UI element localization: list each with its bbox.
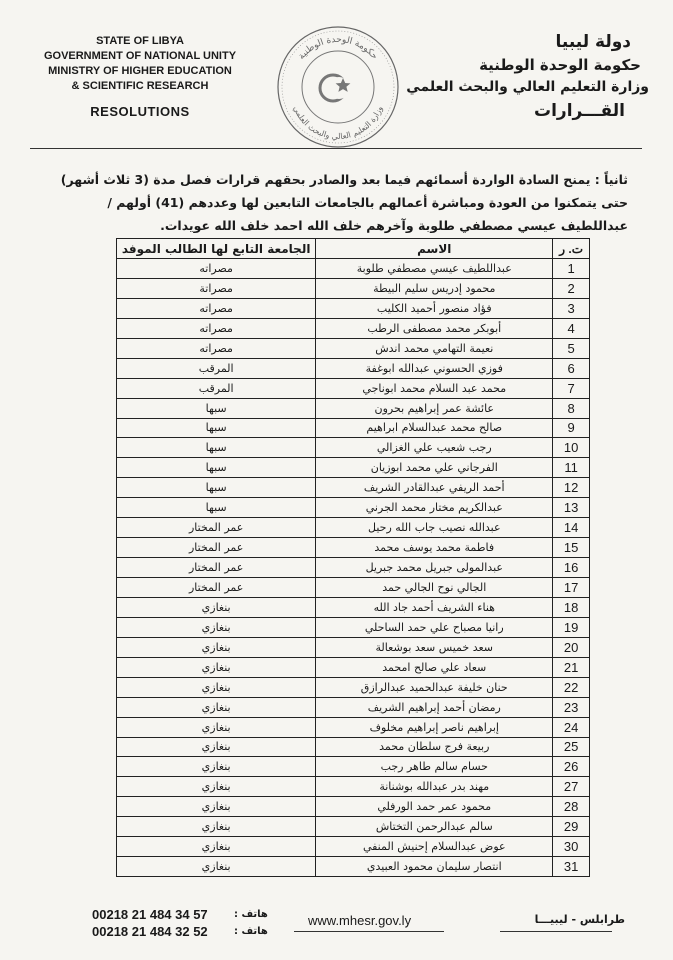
row-university: بنغازي (117, 817, 316, 837)
en-ministry-2: & SCIENTIFIC RESEARCH (71, 80, 209, 92)
row-number: 10 (553, 438, 590, 458)
ar-state: دولة ليبيا (555, 32, 631, 52)
row-name: صالح محمد عبدالسلام ابراهيم (316, 418, 553, 438)
row-name: حنان خليفة عبدالحميد عبدالرازق (316, 677, 553, 697)
table-row (117, 338, 590, 358)
footer-city: طرابلس - ليبيـــا (534, 913, 625, 926)
row-name: فاطمة محمد يوسف محمد (316, 538, 553, 558)
row-number: 20 (553, 637, 590, 657)
row-name: هناء الشريف أحمد جاد الله (316, 597, 553, 617)
table-row (117, 398, 590, 418)
en-government: GOVERNMENT OF NATIONAL UNITY (43, 50, 237, 62)
row-number: 2 (553, 278, 590, 298)
row-name: عائشة عمر إبراهيم بحرون (316, 398, 553, 418)
row-university: بنغازي (117, 597, 316, 617)
table-row (117, 438, 590, 458)
row-name: عبدالكريم مختار محمد الجرني (316, 498, 553, 518)
row-name: فؤاد منصور أحميد الكليب (316, 298, 553, 318)
table-row (117, 418, 590, 438)
row-university: سبها (117, 398, 316, 418)
row-number: 21 (553, 657, 590, 677)
row-name: عبدالمولى جبريل محمد جبريل (316, 558, 553, 578)
row-name: أبوبكر محمد مصطفى الرطب (316, 318, 553, 338)
header-arabic (406, 30, 649, 124)
table-row (117, 558, 590, 578)
row-number: 5 (553, 338, 590, 358)
row-name: محمود إدريس سليم البيطة (316, 278, 553, 298)
table-row (117, 259, 590, 279)
table-row (117, 458, 590, 478)
row-name: إبراهيم ناصر إبراهيم مخلوف (316, 717, 553, 737)
row-number: 30 (553, 837, 590, 857)
header-divider (30, 148, 642, 149)
row-name: عبداللطيف عيسي مصطفي طلوبة (316, 259, 553, 279)
header-english (40, 34, 240, 119)
row-number: 3 (553, 298, 590, 318)
row-number: 26 (553, 757, 590, 777)
ar-ministry: وزارة التعليم العالي والبحث العلمي (406, 79, 649, 95)
col-header-university: الجامعة التابع لها الطالب الموفد (117, 239, 316, 259)
row-number: 29 (553, 817, 590, 837)
row-university: مصراته (117, 318, 316, 338)
table-row (117, 358, 590, 378)
table-row (117, 717, 590, 737)
phone-label-1: هاتف : (234, 909, 268, 920)
table-row (117, 737, 590, 757)
row-university: بنغازي (117, 757, 316, 777)
en-resolutions: RESOLUTIONS (90, 104, 190, 119)
seal-text-top: حكومة الوحدة الوطنية (296, 34, 380, 62)
row-university: مصراته (117, 259, 316, 279)
row-university: عمر المختار (117, 578, 316, 598)
row-name: نعيمة التهامي محمد اندش (316, 338, 553, 358)
row-name: الفرجاني علي محمد ابوزيان (316, 458, 553, 478)
row-name: عوض عبدالسلام إحنيش المنفي (316, 837, 553, 857)
row-university: سبها (117, 478, 316, 498)
table-row (117, 478, 590, 498)
seal-text-bottom: وزارة التعليم العالي والبحث العلمي (291, 104, 385, 142)
row-university: بنغازي (117, 657, 316, 677)
row-university: مصراته (117, 338, 316, 358)
table-row (117, 518, 590, 538)
col-header-num: ت. ر (553, 239, 590, 259)
ar-government: حكومة الوحدة الوطنية (479, 56, 641, 74)
row-number: 24 (553, 717, 590, 737)
row-number: 25 (553, 737, 590, 757)
table-row (117, 777, 590, 797)
row-university: بنغازي (117, 857, 316, 877)
row-name: رمضان أحمد إبراهيم الشريف (316, 697, 553, 717)
table-row (117, 857, 590, 877)
table-row (117, 697, 590, 717)
footer-phone-labels (234, 906, 268, 940)
table-row (117, 278, 590, 298)
table-row (117, 757, 590, 777)
table-row (117, 677, 590, 697)
row-number: 12 (553, 478, 590, 498)
row-number: 4 (553, 318, 590, 338)
row-university: بنغازي (117, 717, 316, 737)
row-university: عمر المختار (117, 558, 316, 578)
row-university: عمر المختار (117, 518, 316, 538)
row-number: 14 (553, 518, 590, 538)
col-header-name: الاسم (316, 239, 553, 259)
footer-underline (294, 931, 444, 932)
footer-website[interactable]: www.mhesr.gov.ly (308, 913, 412, 928)
row-university: بنغازي (117, 797, 316, 817)
row-number: 6 (553, 358, 590, 378)
row-university: سبها (117, 498, 316, 518)
row-number: 22 (553, 677, 590, 697)
row-university: عمر المختار (117, 538, 316, 558)
table-row (117, 538, 590, 558)
row-number: 23 (553, 697, 590, 717)
row-university: بنغازي (117, 837, 316, 857)
row-number: 16 (553, 558, 590, 578)
en-state: STATE OF LIBYA (96, 35, 184, 47)
row-university: المرقب (117, 358, 316, 378)
row-name: انتصار سليمان محمود العبيدي (316, 857, 553, 877)
phone-1: 00218 21 484 34 57 (92, 907, 208, 922)
table-row (117, 318, 590, 338)
table-body (117, 259, 590, 877)
row-number: 8 (553, 398, 590, 418)
row-number: 17 (553, 578, 590, 598)
row-name: رانيا مصباح علي حمد الساحلي (316, 617, 553, 637)
row-university: سبها (117, 418, 316, 438)
table-row (117, 498, 590, 518)
table-row (117, 817, 590, 837)
row-university: سبها (117, 438, 316, 458)
row-name: عبدالله نصيب جاب الله رحيل (316, 518, 553, 538)
row-university: بنغازي (117, 737, 316, 757)
row-name: حسام سالم طاهر رجب (316, 757, 553, 777)
footer-phones (92, 906, 208, 940)
row-number: 11 (553, 458, 590, 478)
row-name: محمود عمر حمد الورفلي (316, 797, 553, 817)
row-name: رجب شعيب علي الغزالي (316, 438, 553, 458)
phone-2: 00218 21 484 32 52 (92, 924, 208, 939)
row-name: فوزي الحسوني عبدالله ابوغفة (316, 358, 553, 378)
row-university: بنغازي (117, 637, 316, 657)
row-university: مصراته (117, 298, 316, 318)
footer-underline-2 (500, 931, 612, 932)
row-university: سبها (117, 458, 316, 478)
table-row (117, 298, 590, 318)
table-row (117, 637, 590, 657)
row-number: 31 (553, 857, 590, 877)
ministry-seal-icon (273, 22, 403, 152)
svg-text:حكومة الوحدة الوطنية (297, 35, 380, 62)
row-university: مصراتة (117, 278, 316, 298)
row-number: 18 (553, 597, 590, 617)
table-row (117, 597, 590, 617)
row-number: 27 (553, 777, 590, 797)
en-ministry: MINISTRY OF HIGHER EDUCATION (48, 65, 232, 77)
row-name: الجالي نوح الجالي حمد (316, 578, 553, 598)
row-name: سعاد علي صالح امحمد (316, 657, 553, 677)
table-row (117, 617, 590, 637)
row-name: أحمد الريفي عبدالقادر الشريف (316, 478, 553, 498)
table-row (117, 378, 590, 398)
table-header-row (117, 239, 590, 259)
row-number: 28 (553, 797, 590, 817)
row-name: سعد خميس سعد بوشعالة (316, 637, 553, 657)
phone-label-2: هاتف : (234, 926, 268, 937)
ar-resolutions: القـــرارات (534, 101, 625, 121)
students-table (116, 238, 590, 877)
row-number: 9 (553, 418, 590, 438)
row-number: 15 (553, 538, 590, 558)
table-row (117, 797, 590, 817)
row-university: المرقب (117, 378, 316, 398)
row-name: محمد عبد السلام محمد ابوناجي (316, 378, 553, 398)
resolution-paragraph: ثانياً : يمنح السادة الواردة أسمائهم فيما بعد والصادر بحقهم قرارات فصل مدة (3 ثلاث أشهر) حتى يتمكنوا من العودة ومباشرة أعمالهم بالجامعات التابعين لها وعددهم (41) أولهم / عبداللطيف عيسي مصطفي طلوبة وآخرهم خلف الله احمد خلف الله عويدات. (60, 172, 628, 233)
row-number: 1 (553, 259, 590, 279)
row-name: سالم عبدالرحمن التختاش (316, 817, 553, 837)
row-name: ربيعة فرج سلطان محمد (316, 737, 553, 757)
table-row (117, 657, 590, 677)
row-number: 13 (553, 498, 590, 518)
row-number: 19 (553, 617, 590, 637)
row-university: بنغازي (117, 777, 316, 797)
row-university: بنغازي (117, 697, 316, 717)
row-university: بنغازي (117, 677, 316, 697)
table-row (117, 837, 590, 857)
table-row (117, 578, 590, 598)
row-university: بنغازي (117, 617, 316, 637)
row-name: مهند بدر عبدالله بوشنانة (316, 777, 553, 797)
row-number: 7 (553, 378, 590, 398)
